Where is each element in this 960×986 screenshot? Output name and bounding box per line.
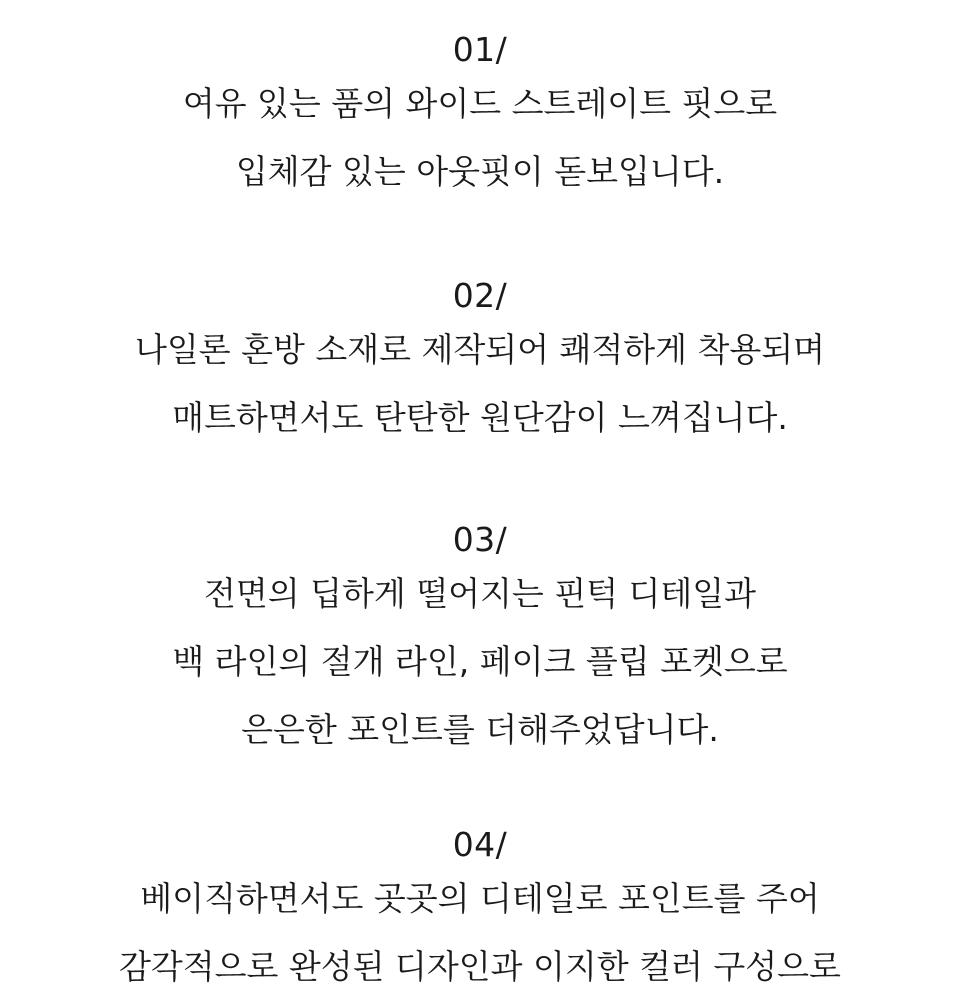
description-line: 감각적으로 완성된 디자인과 이지한 컬러 구성으로 [119, 947, 841, 986]
description-line: 입체감 있는 아웃핏이 돋보입니다. [235, 152, 725, 191]
section-number: 01/ [452, 30, 508, 69]
description-section-01 [0, 32, 960, 190]
description-line: 매트하면서도 탄탄한 원단감이 느껴집니다. [172, 398, 788, 437]
description-line: 백 라인의 절개 라인, 페이크 플립 포켓으로 [172, 642, 788, 681]
description-line: 나일론 혼방 소재로 제작되어 쾌적하게 착용되며 [134, 330, 825, 369]
section-number: 03/ [452, 520, 508, 559]
section-number: 02/ [452, 276, 508, 315]
section-number: 04/ [452, 825, 508, 864]
description-section-04 [0, 827, 960, 985]
description-section-02 [0, 278, 960, 436]
description-line: 은은한 포인트를 더해주었답니다. [241, 710, 719, 749]
description-line: 여유 있는 품의 와이드 스트레이트 핏으로 [182, 84, 778, 123]
description-section-03 [0, 522, 960, 748]
description-line: 베이직하면서도 곳곳의 디테일로 포인트를 주어 [140, 879, 820, 918]
description-line: 전면의 딥하게 떨어지는 핀턱 디테일과 [203, 574, 756, 613]
